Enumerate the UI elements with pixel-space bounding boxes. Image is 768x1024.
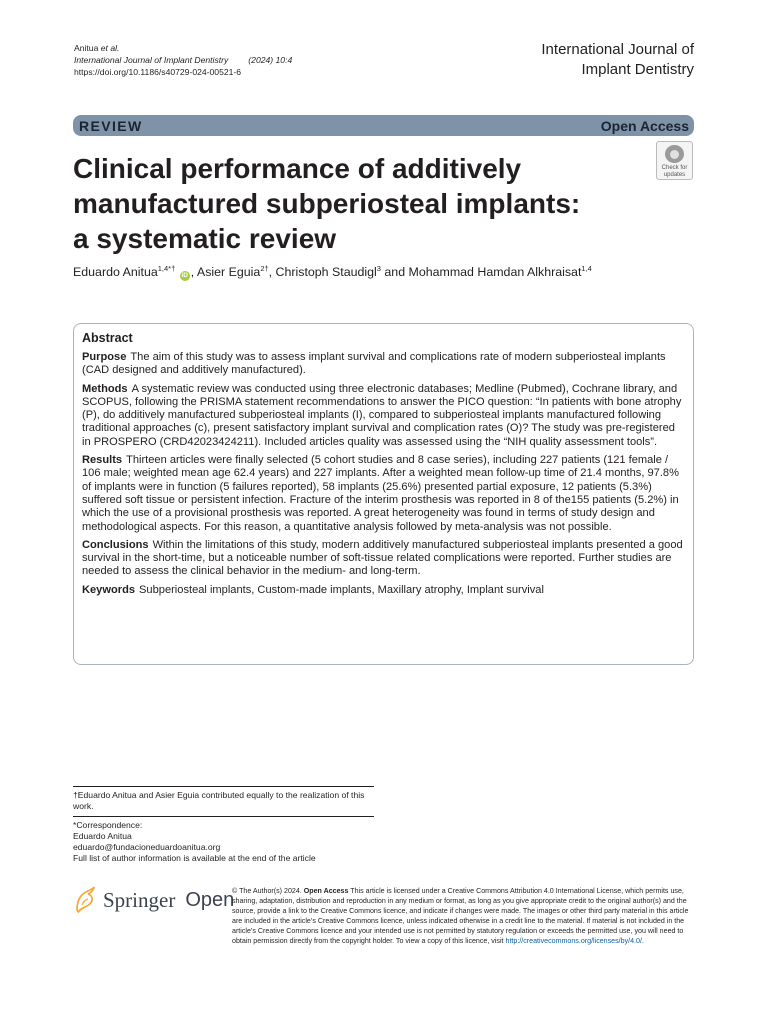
license-statement: © The Author(s) 2024. Open Access This article is licensed under a Creative Commons Attribution 4.0 International License, which permits use, sharing, adaptation, distribution and reproduction in any medium or format, as long as you give appropriate credit to the original author(s) and the source, provide a link to the Creative Commons licence, and indicate if changes were made. The images or other third party material in this article are included in the article’s Creative Commons licence, unless indicated otherwise in a credit line to the material. If material is not included in the article’s Creative Commons licence and your intended use is not permitted by statutory regulation or exceeds the permitted use, you will need to obtain permission directly from the copyright holder. To view a copy of this licence, visit http://creativecommons.org/licenses/by/4.0/.	[232, 887, 689, 945]
author-name[interactable]: , Christoph Staudigl	[268, 265, 377, 279]
abstract-keywords: Keywords Subperiosteal implants, Custom-made implants, Maxillary atrophy, Implant survival	[82, 583, 544, 596]
springer-open-logo: Springer Open	[73, 886, 234, 914]
author-name[interactable]: Eduardo Anitua	[73, 265, 158, 279]
abstract-methods: Methods A systematic review was conducted using three electronic databases; Medline (Pubmed), Cochrane library, and SCOPUS, following the PRISMA statement recommendations to answer the PICO question: “In patients with bone atrophy (P), do additively manufactured subperiosteal implants (I), compared to subperiosteal implants manufactured following traditional approaches (c), present satisfactory implant survival and complication rates (O)? The study was pre-registered in PROSPERO (CRD42023424211). Included articles quality was assessed using the “NIH quality assessment tools”.	[82, 382, 682, 448]
running-header	[74, 42, 292, 78]
abstract-purpose: Purpose The aim of this study was to assess implant survival and complications rate of modern subperiosteal implants (CAD designed and additively manufactured).	[82, 351, 666, 377]
abstract-box	[73, 323, 694, 665]
open-access-label: Open Access	[600, 117, 689, 134]
correspondence-email[interactable]: eduardo@fundacioneduardoanitua.org	[73, 842, 221, 852]
article-title: Clinical performance of additively manufactured subperiosteal implants: a systematic review	[73, 153, 581, 254]
article-type-label: REVIEW	[79, 117, 143, 134]
header-author: Anitua et al.	[74, 43, 120, 53]
doi-link[interactable]: https://doi.org/10.1186/s40729-024-00521-6	[74, 67, 242, 77]
check-updates-icon	[665, 145, 684, 163]
abstract-conclusions: Conclusions Within the limitations of this study, modern additively manufactured subperiosteal implants presented a good survival in the short-time, but a noticeable number of soft-tissue related complications were reported. Further studies are needed to assess the clinical behavior in the medium- and long-term.	[82, 538, 683, 578]
springer-horse-icon	[73, 886, 97, 914]
header-citation: International Journal of Implant Dentistry (2024) 10:4	[74, 55, 293, 65]
abstract-heading: Abstract	[82, 331, 133, 345]
author-name[interactable]: , Asier Eguia	[190, 265, 261, 279]
author-name[interactable]: and Mohammad Hamdan Alkhraisat	[380, 265, 582, 279]
check-for-updates-badge[interactable]: Check for updates	[656, 141, 693, 180]
abstract-results: Results Thirteen articles were finally selected (5 cohort studies and 8 case series), including 227 patients (121 female / 106 male; weighted mean age 62.4 years) and 227 implants. After a weighted mean follow-up time of 21.4 months, 97.8% of implants were in function (5 failures reported), 58 implants (25.6%) presented partial exposure, 12 patients (5.3%) suffered soft tissue or persistent infection. Fracture of the interim prosthesis was reported in 8 of the155 patients (5.2%) in which the use of a provisional prosthesis was reported. A great heterogeneity was found in terms of study design and methodological aspects. For this reason, a quantitative analysis followed by meta-analysis was not possible.	[82, 454, 679, 533]
author-list: Eduardo Anitua$^{1,4*\dagger}$ iD , Asier Eguia$^{2\dagger}$, Christoph Staudigl$^3$ and Mohammad Hamdan Alkhraisat$^{1,4}$	[73, 264, 592, 279]
journal-name: International Journal of Implant Dentistry	[541, 41, 694, 78]
equal-contribution-note: †Eduardo Anitua and Asier Eguia contributed equally to the realization of this work.	[73, 790, 365, 811]
license-link[interactable]: http://creativecommons.org/licenses/by/4.0/	[505, 937, 642, 945]
footnote-divider	[73, 816, 374, 817]
footnote-divider	[73, 786, 374, 787]
article-type-banner	[73, 115, 694, 136]
correspondence-block: *Correspondence: Eduardo Anitua eduardo@fundacioneduardoanitua.org Full list of author information is available at the end of the article	[73, 820, 316, 863]
orcid-icon[interactable]: iD	[181, 272, 188, 279]
